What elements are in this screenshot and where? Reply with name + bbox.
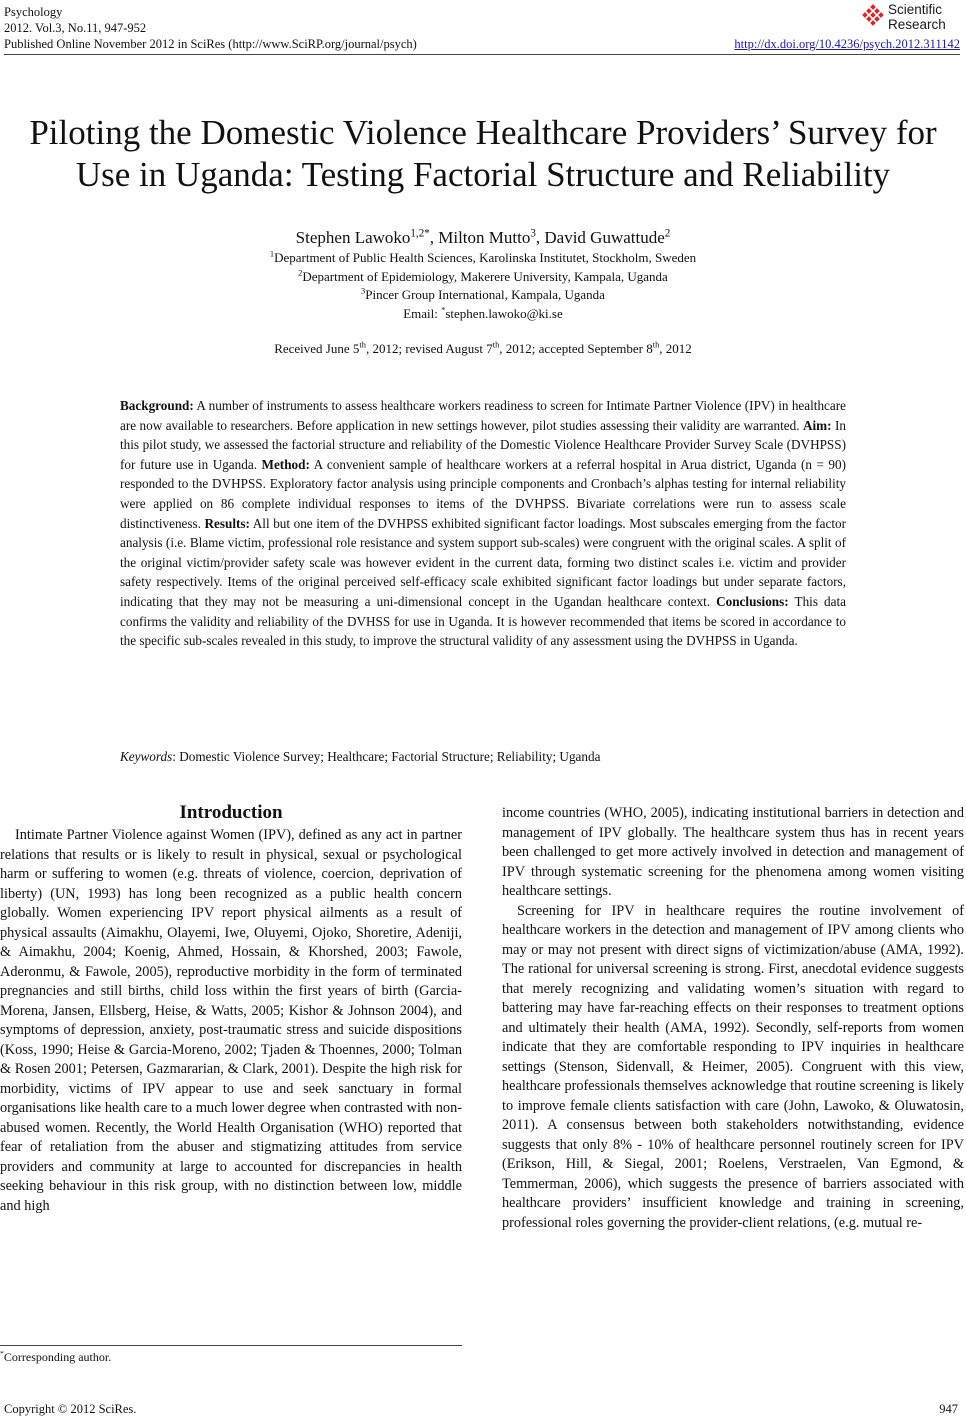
author-list bbox=[0, 227, 966, 249]
received-text-1: Received June 5 bbox=[274, 341, 360, 356]
email-label: Email: bbox=[403, 305, 442, 321]
left-column bbox=[0, 826, 462, 1216]
received-text-3: , 2012; accepted September 8 bbox=[499, 341, 653, 356]
aim-text: In this pilot study, we assessed the factorial structure and reliability of the Domestic Violence Healthcare Provider Survey Scale (DVHPSS) for future use in Uganda. bbox=[120, 417, 846, 472]
author-3: , David Guwattude bbox=[535, 228, 665, 247]
header-divider bbox=[4, 54, 960, 55]
received-text-4: , 2012 bbox=[659, 341, 692, 356]
abstract bbox=[120, 396, 846, 651]
intro-paragraph-2: Screening for IPV in healthcare requires the routine involvement of healthcare workers in the detection and management of IPV among clients who may or may not present with direct signs of victimization/abuse (AMA, 1992). The rational for universal screening is strong. First, anecdotal evidence suggests that merely recognizing and validating women’s situation with regard to battering may have far-reaching effects on their responses to treatment options and ultimately their health (AMA, 1992). Secondly, self-reports from women indicate that they are comfortable responding to IPV inquiries in healthcare settings (Stenson, Sidenvall, & Heimer, 2005). Congruent with this view, healthcare professionals themselves acknowledge that routine screening is likely to improve female clients satisfaction with care (John, Lawoko, & Oluwatosin, 2011). A consensus between both stakeholders notwithstanding, evidence suggests that only 8% - 10% of healthcare personnel routinely screen for IPV (Erikson, Hill, & Siegal, 2001; Roelens, Verstraelen, Van Egmond, & Temmerman, 2006), which suggests the presence of barriers associated with healthcare providers’ insufficient knowledge and training in screening, professional roles governing the provider-client relations, (e.g. mutual re- bbox=[502, 902, 964, 1231]
journal-name: Psychology bbox=[4, 5, 63, 19]
received-sup-1: th bbox=[359, 339, 366, 350]
affiliation-3-number: 3 bbox=[361, 285, 366, 296]
keywords-label: Keywords bbox=[120, 749, 173, 764]
journal-header bbox=[4, 4, 417, 52]
keywords bbox=[120, 747, 846, 766]
affiliation-2-text: Department of Epidemiology, Makerere University, Kampala, Uganda bbox=[302, 268, 668, 284]
affiliation-3 bbox=[0, 286, 966, 305]
method-text: A convenient sample of healthcare workers at a referral hospital in Arua district, Uganda (n = 90) responded to the DVHPSS. Exploratory factor analysis using principle components and Cronbach’s alphas testing for internal reliability were applied on 86 complete individual responses to items of the DVHPSS. Bivariate correlations were run to assess scale distinctiveness. bbox=[120, 456, 846, 531]
paper-title bbox=[0, 112, 966, 196]
affiliation-1-number: 1 bbox=[269, 248, 275, 259]
received-dates bbox=[0, 341, 966, 357]
affiliations bbox=[0, 249, 966, 323]
logo-line-2: Research bbox=[888, 17, 946, 32]
affiliation-2 bbox=[0, 268, 966, 287]
publication-info: Published Online November 2012 in SciRes (http://www.SciRP.org/journal/psych) bbox=[4, 37, 417, 51]
author-1: Stephen Lawoko bbox=[295, 228, 411, 247]
footnote bbox=[0, 1350, 111, 1365]
received-sup-2: th bbox=[492, 339, 500, 350]
introduction-heading: Introduction bbox=[179, 802, 283, 823]
footnote-text: Corresponding author. bbox=[3, 1350, 112, 1364]
conclusions-label: Conclusions: bbox=[716, 593, 789, 609]
author-1-affil: 1,2* bbox=[410, 227, 430, 240]
footnote-divider bbox=[0, 1345, 462, 1346]
received-text-2: , 2012; revised August 7 bbox=[365, 341, 493, 356]
email-line bbox=[0, 305, 966, 324]
footnote-marker: * bbox=[0, 1349, 4, 1358]
conclusions-text: This data confirms the validity and reliability of the DVHSS for use in Uganda. It is however recommended that items be scored in accordance to the specific sub-scales revealed in this study, to improve the structural validity of any assessment using the DVHPSS in Uganda. bbox=[120, 593, 846, 649]
logo-line-1: Scientific bbox=[888, 2, 943, 17]
affiliation-1-text: Department of Public Health Sciences, Karolinska Institutet, Stockholm, Sweden bbox=[274, 250, 697, 265]
journal-volume: 2012. Vol.3, No.11, 947-952 bbox=[4, 21, 147, 35]
results-label: Results: bbox=[204, 515, 250, 531]
author-3-affil: 2 bbox=[664, 227, 671, 240]
method-label: Method: bbox=[261, 456, 310, 472]
aim-label: Aim: bbox=[802, 417, 832, 433]
copyright: Copyright © 2012 SciRes. bbox=[4, 1402, 137, 1416]
title-line-2: Use in Uganda: Testing Factorial Structure and Reliability bbox=[75, 155, 891, 194]
scientific-research-logo bbox=[860, 2, 960, 36]
affiliation-2-number: 2 bbox=[298, 267, 303, 278]
email-address[interactable]: stephen.lawoko@ki.se bbox=[445, 305, 563, 321]
keywords-text: : Domestic Violence Survey; Healthcare; Factorial Structure; Reliability; Uganda bbox=[172, 749, 601, 764]
email-marker: * bbox=[441, 304, 446, 315]
author-2-affil: 3 bbox=[530, 227, 536, 240]
affiliation-3-text: Pincer Group International, Kampala, Uganda bbox=[365, 287, 605, 302]
intro-paragraph-continued: income countries (WHO, 2005), indicating institutional barriers in detection and management of IPV globally. The healthcare system thus has in recent years been challenged to get more actively involved in detection and management of IPV through systematic screening for the phenomena among women visiting healthcare settings. bbox=[502, 805, 964, 899]
intro-paragraph-1: Intimate Partner Violence against Women (IPV), defined as any act in partner relations that results or is likely to result in physical, sexual or psychological harm or suffering to women (e.g. threats of violence, coercion, deprivation of liberty) (UN, 1993) has long been recognized as a public health concern globally. Women experiencing IPV report physical ailments as a result of physical assaults (Aimakhu, Olayemi, Iwe, Oluyemi, Ojoko, Shoretire, Adeniji, & Aimakhu, 2004; Koenig, Ahmed, Hossain, & Khorshed, 2003; Fawole, Aderonmu, & Fawole, 2005), reproductive morbidity in the form of terminated pregnancies and still births, child loss within the first years of birth (Garcia-Morena, Jansen, Ellsberg, Heise, & Watts, 2005; Kishor & Johnson 2004), and symptoms of depression, anxiety, post-traumatic stress and suicide dispositions (Koss, 1990; Heise & Garcia-Moreno, 2002; Tjaden & Thoennes, 2000; Tolman & Rosen 2001; Petersen, Gazmararian, & Clark, 2001). Despite the high risk for morbidity, victims of IPV appear to use and seek sanctuary in formal organisations like health care to a much lower degree when contrasted with non-abused women. Recently, the World Health Organisation (WHO) reported that fear of retaliation from the abuser and stigmatizing attitudes from service providers and community at large to accounted for discrepancies in health seeking behaviour in this risk group, with no distinction between low, middle and high bbox=[0, 827, 462, 1214]
received-sup-3: th bbox=[652, 339, 660, 350]
author-2: , Milton Mutto bbox=[429, 228, 531, 247]
page-number: 947 bbox=[939, 1402, 958, 1416]
logo-diamond-icon bbox=[860, 4, 886, 30]
affiliation-1 bbox=[0, 249, 966, 268]
results-text: All but one item of the DVHPSS exhibited significant factor loadings. Most subscales emerging from the factor analysis (i.e. Blame victim, professional role resistance and system support sub-scales) were congruent with the original scales. A split of the original victim/provider safety scale was however evident in the current data, forming two distinct scales i.e. victim and provider safety respectively. Items of the original perceived self-efficacy scale exhibited significant factor loadings but under separate factors, indicating that they may not be measuring a uni-dimensional concept in the Ugandan healthcare context. bbox=[120, 515, 847, 609]
background-text: A number of instruments to assess healthcare workers readiness to screen for Intimate Partner Violence (IPV) in healthcare are now available to researchers. Before application in new settings however, pilot studies assessing their validity are warranted. bbox=[120, 398, 846, 433]
doi-link[interactable]: http://dx.doi.org/10.4236/psych.2012.311142 bbox=[734, 37, 960, 51]
background-label: Background: bbox=[120, 398, 194, 413]
right-column bbox=[502, 804, 964, 1233]
title-line-1: Piloting the Domestic Violence Healthcare Providers’ Survey for bbox=[29, 113, 937, 152]
